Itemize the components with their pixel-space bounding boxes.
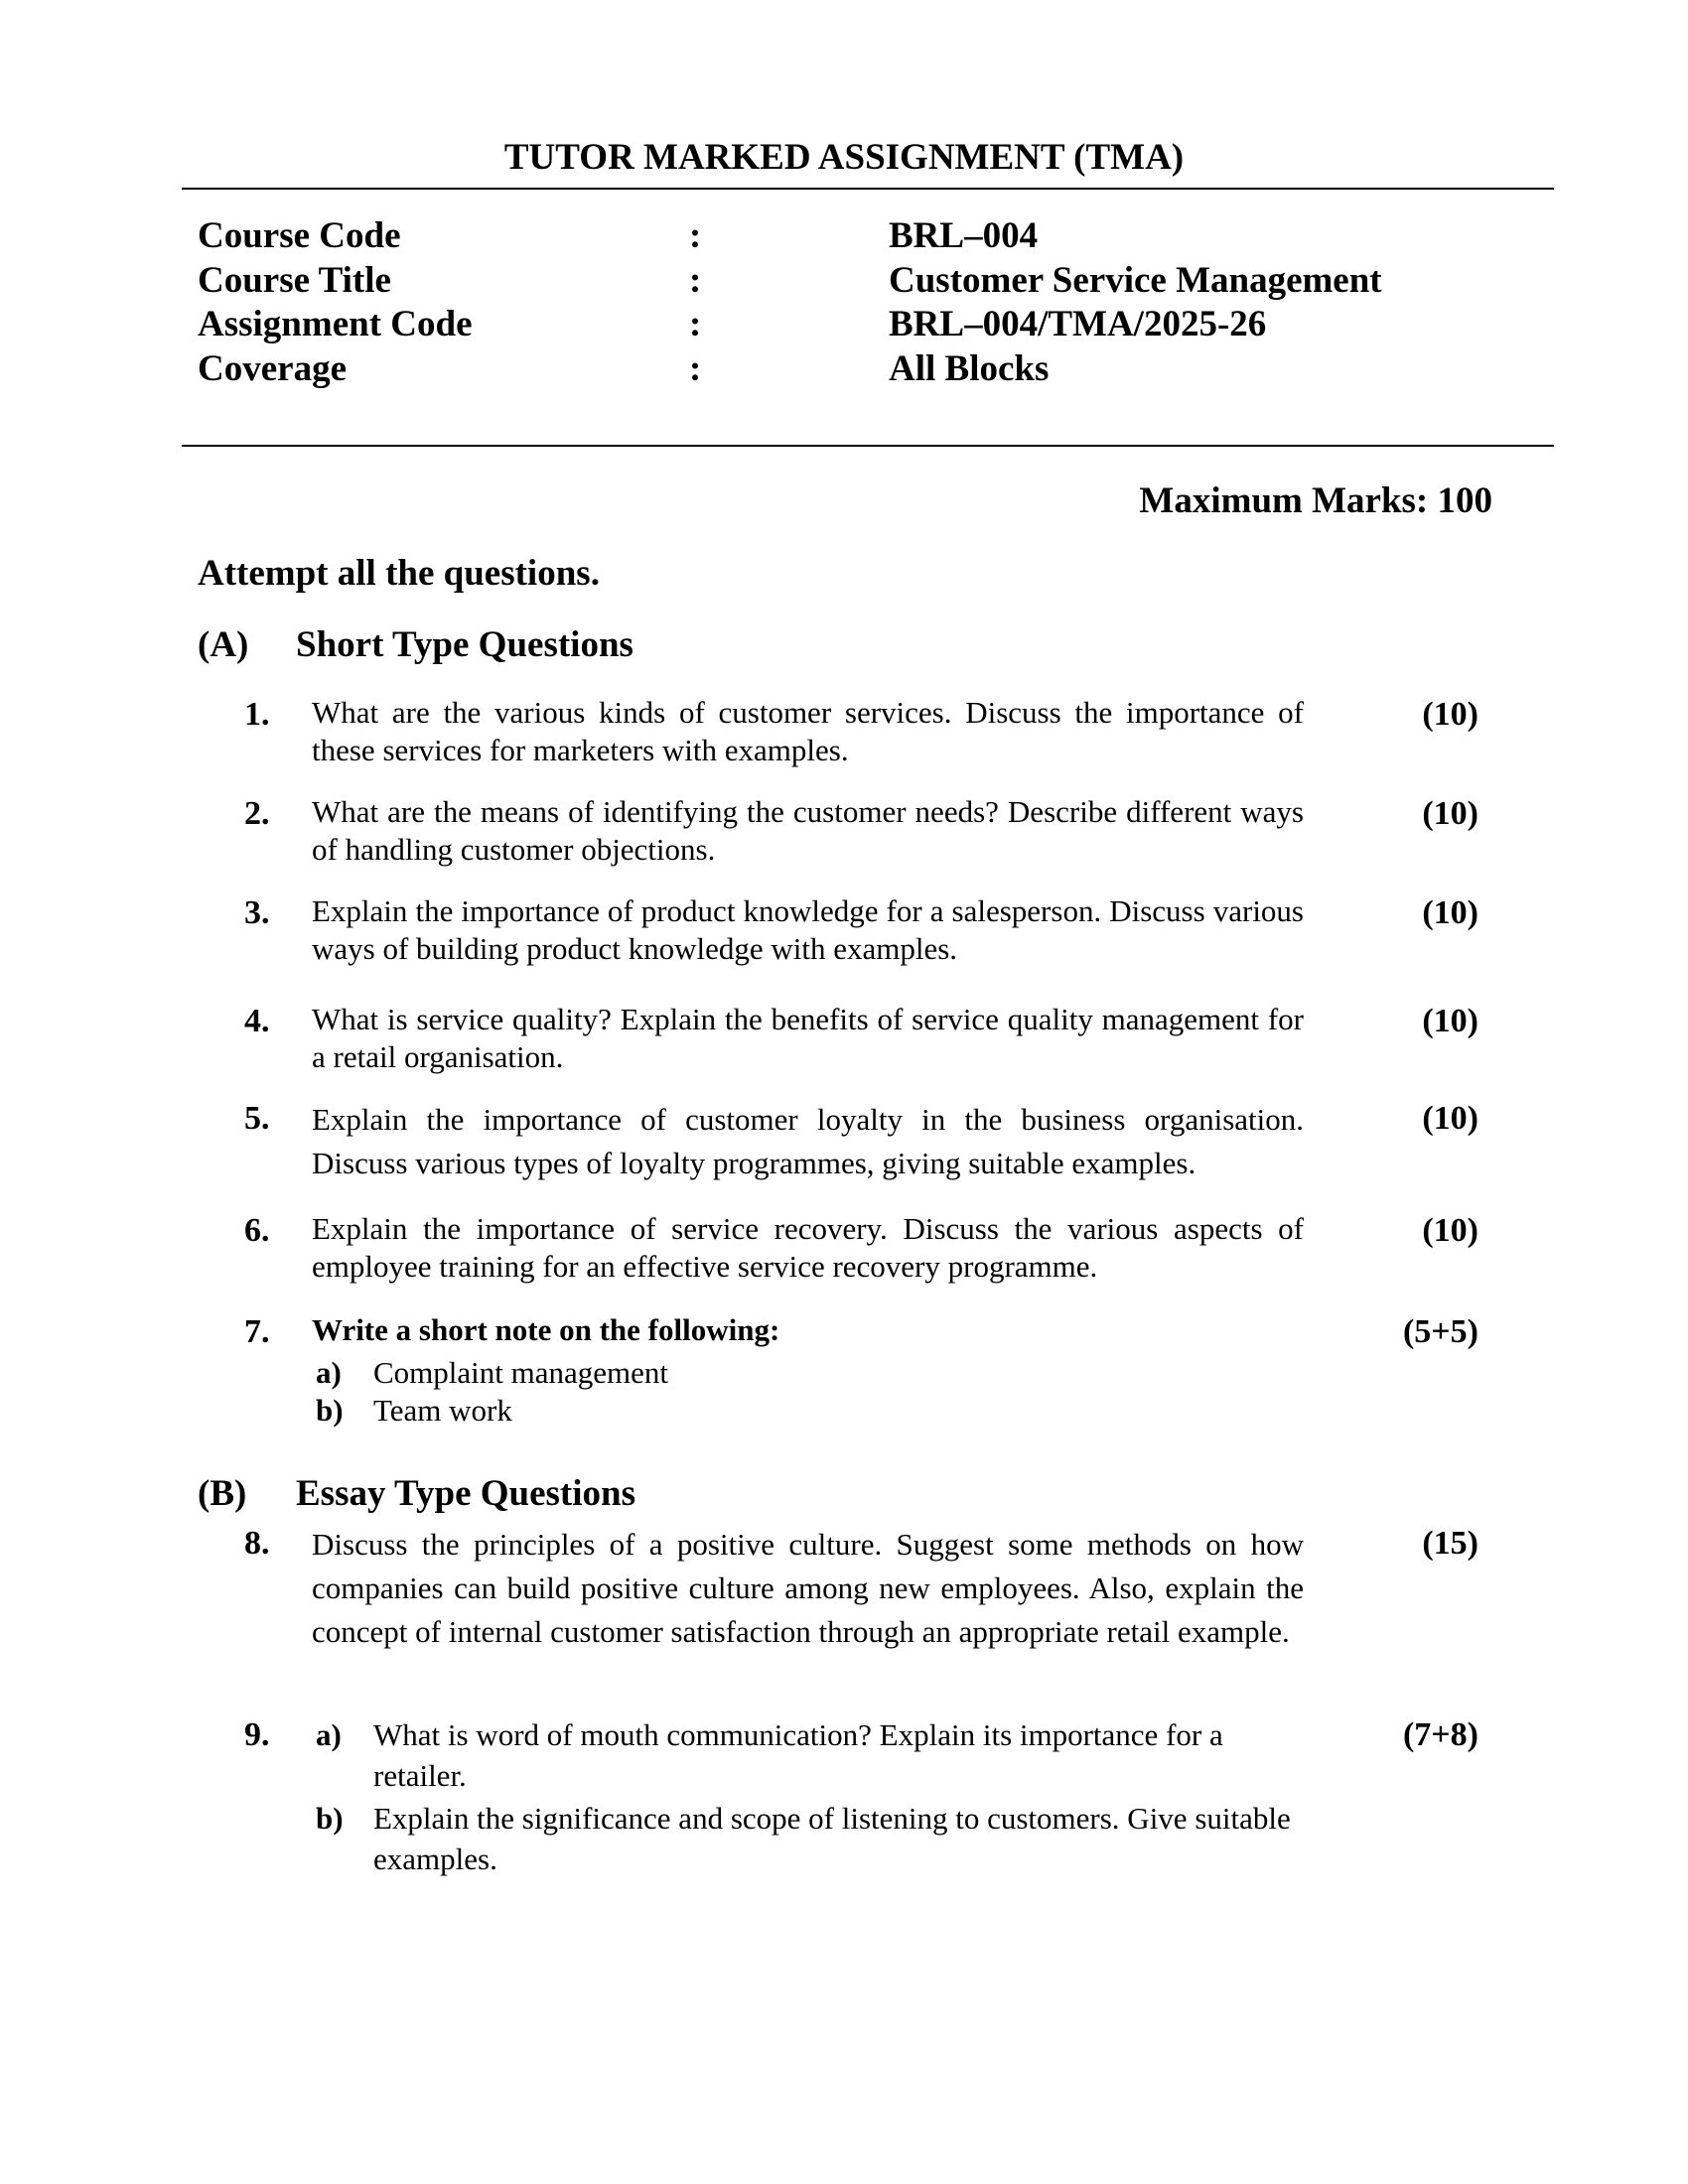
maximum-marks: Maximum Marks: 100 [1139, 480, 1492, 521]
part-label: b) [316, 1393, 344, 1428]
question-number: 8. [244, 1525, 270, 1562]
meta-separator: : [689, 348, 702, 389]
meta-value: All Blocks [889, 348, 1050, 389]
question-number: 1. [244, 696, 270, 733]
meta-value: BRL–004 [889, 215, 1039, 256]
header-divider-bottom [182, 445, 1554, 447]
question-marks: (10) [1422, 1212, 1478, 1249]
question-number: 3. [244, 894, 270, 931]
section-title: Short Type Questions [296, 624, 633, 665]
question-number: 9. [244, 1716, 270, 1753]
meta-separator: : [689, 215, 702, 256]
question-number: 7. [244, 1313, 270, 1350]
question-marks: (10) [1422, 1003, 1478, 1039]
question-text: What is service quality? Explain the benefits of service quality management for a retail organisation. [312, 1002, 1304, 1074]
question-text: Write a short note on the following: [312, 1312, 780, 1347]
header-divider-top [182, 188, 1554, 190]
part-label: a) [316, 1355, 342, 1390]
meta-value: BRL–004/TMA/2025-26 [889, 304, 1267, 344]
question-text: What are the means of identifying the customer needs? Describe different ways of handling customer objections. [312, 794, 1304, 867]
part-label: b) [316, 1801, 344, 1836]
question-marks: (7+8) [1402, 1716, 1478, 1753]
question-number: 5. [244, 1100, 270, 1137]
meta-value: Customer Service Management [889, 260, 1382, 301]
question-text: Explain the importance of service recovery. Discuss the various aspects of employee training for an effective service recovery programme. [312, 1211, 1304, 1284]
meta-label: Coverage [198, 348, 347, 389]
part-text: What is word of mouth communication? Explain its importance for a retailer. [373, 1717, 1223, 1793]
question-text: Explain the importance of product knowledge for a salesperson. Discuss various ways of building product knowledge with examples. [312, 893, 1304, 966]
question-marks: (15) [1422, 1525, 1478, 1562]
document-title: TUTOR MARKED ASSIGNMENT (TMA) [503, 137, 1185, 178]
part-label: a) [316, 1717, 342, 1752]
question-number: 2. [244, 795, 270, 832]
question-marks: (5+5) [1402, 1313, 1478, 1350]
part-text: Complaint management [373, 1355, 669, 1390]
section-letter: (B) [198, 1473, 247, 1514]
instruction-text: Attempt all the questions. [198, 553, 600, 594]
question-marks: (10) [1422, 894, 1478, 931]
question-text: What are the various kinds of customer services. Discuss the importance of these services for marketers with examples. [312, 695, 1304, 767]
question-marks: (10) [1422, 795, 1478, 832]
section-letter: (A) [198, 624, 249, 665]
question-number: 6. [244, 1212, 270, 1249]
question-text: Explain the importance of customer loyalty in the business organisation. Discuss various types of loyalty programmes, giving suitable examples. [312, 1102, 1304, 1180]
question-marks: (10) [1422, 1100, 1478, 1137]
part-text: Explain the significance and scope of listening to customers. Give suitable examples. [373, 1801, 1291, 1876]
meta-row-coverage [0, 347, 1688, 391]
part-text: Team work [373, 1393, 512, 1428]
section-title: Essay Type Questions [296, 1473, 635, 1514]
meta-separator: : [689, 304, 702, 344]
meta-separator: : [689, 260, 702, 301]
question-marks: (10) [1422, 696, 1478, 733]
meta-row-course-title [0, 259, 1688, 303]
meta-label: Assignment Code [198, 304, 473, 344]
meta-label: Course Title [198, 260, 391, 301]
meta-label: Course Code [198, 215, 401, 256]
question-number: 4. [244, 1003, 270, 1039]
meta-row-course-code [0, 214, 1688, 258]
meta-row-assignment-code [0, 303, 1688, 346]
question-text: Discuss the principles of a positive culture. Suggest some methods on how companies can build positive culture among new employees. Also, explain the concept of internal customer satisfaction through an appropriate retail example. [312, 1527, 1304, 1649]
